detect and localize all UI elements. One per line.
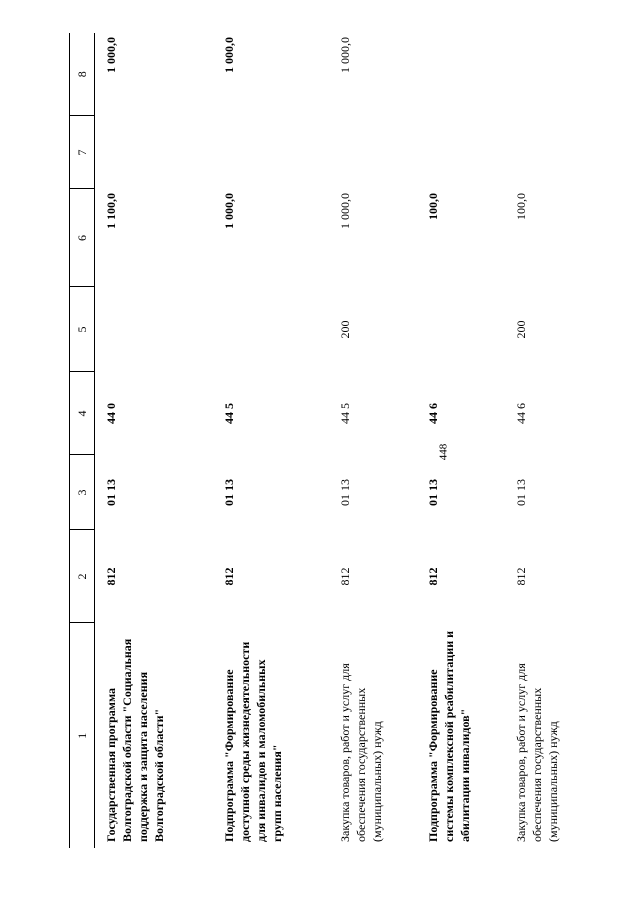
table-row-state-program (95, 33, 214, 848)
table-row-subprogram-rehab (417, 33, 505, 848)
target-item-cell: 44 5 (338, 403, 352, 424)
target-item-cell: 44 0 (104, 403, 118, 424)
target-item-cell: 44 6 (514, 403, 528, 424)
expense-type-cell (417, 287, 505, 372)
header-cell-2: 2 (70, 530, 95, 623)
amount-cell-7 (417, 116, 505, 189)
target-item-cell: 44 5 (222, 403, 236, 424)
section-code-cell: 01 13 (222, 479, 236, 506)
header-cell-1: 1 (70, 623, 95, 848)
section-code-cell: 01 13 (338, 479, 352, 506)
amount-cell-7 (505, 116, 609, 189)
amount-cell-8 (417, 33, 505, 116)
amount-cell-8: 1 000,0 (338, 37, 352, 73)
table-row-subprogram-accessible (213, 33, 329, 848)
section-code-cell: 01 13 (104, 479, 118, 506)
amount-cell-8: 1 000,0 (222, 37, 236, 73)
header-cell-6: 6 (70, 189, 95, 287)
header-cell-4: 4 (70, 372, 95, 455)
ministry-code-cell: 812 (514, 567, 528, 586)
amount-cell-6: 100,0 (514, 193, 528, 220)
budget-table-wrapper (69, 33, 609, 848)
header-cell-7: 7 (70, 116, 95, 189)
row-name-cell: Государственная программа Волгоградской области "Социальная поддержка и защита населения Волгоградской области" (104, 638, 166, 842)
ministry-code-cell: 812 (104, 567, 118, 586)
header-cell-8: 8 (70, 33, 95, 116)
amount-cell-7 (95, 116, 214, 189)
amount-cell-6: 1 000,0 (338, 193, 352, 229)
row-name-cell: Подпрограмма "Формирование системы комплексной реабилитации и абилитации инвалидов" (426, 630, 472, 842)
header-cell-3: 3 (70, 455, 95, 530)
amount-cell-6: 1 000,0 (222, 193, 236, 229)
table-row-procurement-1 (329, 33, 417, 848)
section-code-cell: 01 13 (514, 479, 528, 506)
ministry-code-cell: 812 (338, 567, 352, 586)
budget-table (69, 33, 609, 848)
section-code-cell: 01 13 (426, 479, 440, 506)
expense-type-cell: 200 (338, 320, 352, 339)
amount-cell-8: 1 000,0 (104, 37, 118, 73)
amount-cell-8 (505, 33, 609, 116)
ministry-code-cell: 812 (426, 567, 440, 586)
amount-cell-7 (329, 116, 417, 189)
header-cell-5: 5 (70, 287, 95, 372)
target-item-cell: 44 6 (426, 403, 440, 424)
page-number: 448 (437, 443, 450, 461)
row-name-cell: Закупка товаров, работ и услуг для обеспечения государственных (муниципальных) нужд (338, 663, 384, 842)
expense-type-cell: 200 (514, 320, 528, 339)
amount-cell-7 (213, 116, 329, 189)
expense-type-cell (213, 287, 329, 372)
ministry-code-cell: 812 (222, 567, 236, 586)
table-row-procurement-2 (505, 33, 609, 848)
header-row (70, 33, 95, 848)
row-name-cell: Подпрограмма "Формирование доступной среды жизнедеятельности для инвалидов и маломобильных групп населения" (222, 641, 284, 842)
row-name-cell: Закупка товаров, работ и услуг для обеспечения государственных (муниципальных) нужд (514, 663, 560, 842)
amount-cell-6: 1 100,0 (104, 193, 118, 229)
amount-cell-6: 100,0 (426, 193, 440, 220)
expense-type-cell (95, 287, 214, 372)
